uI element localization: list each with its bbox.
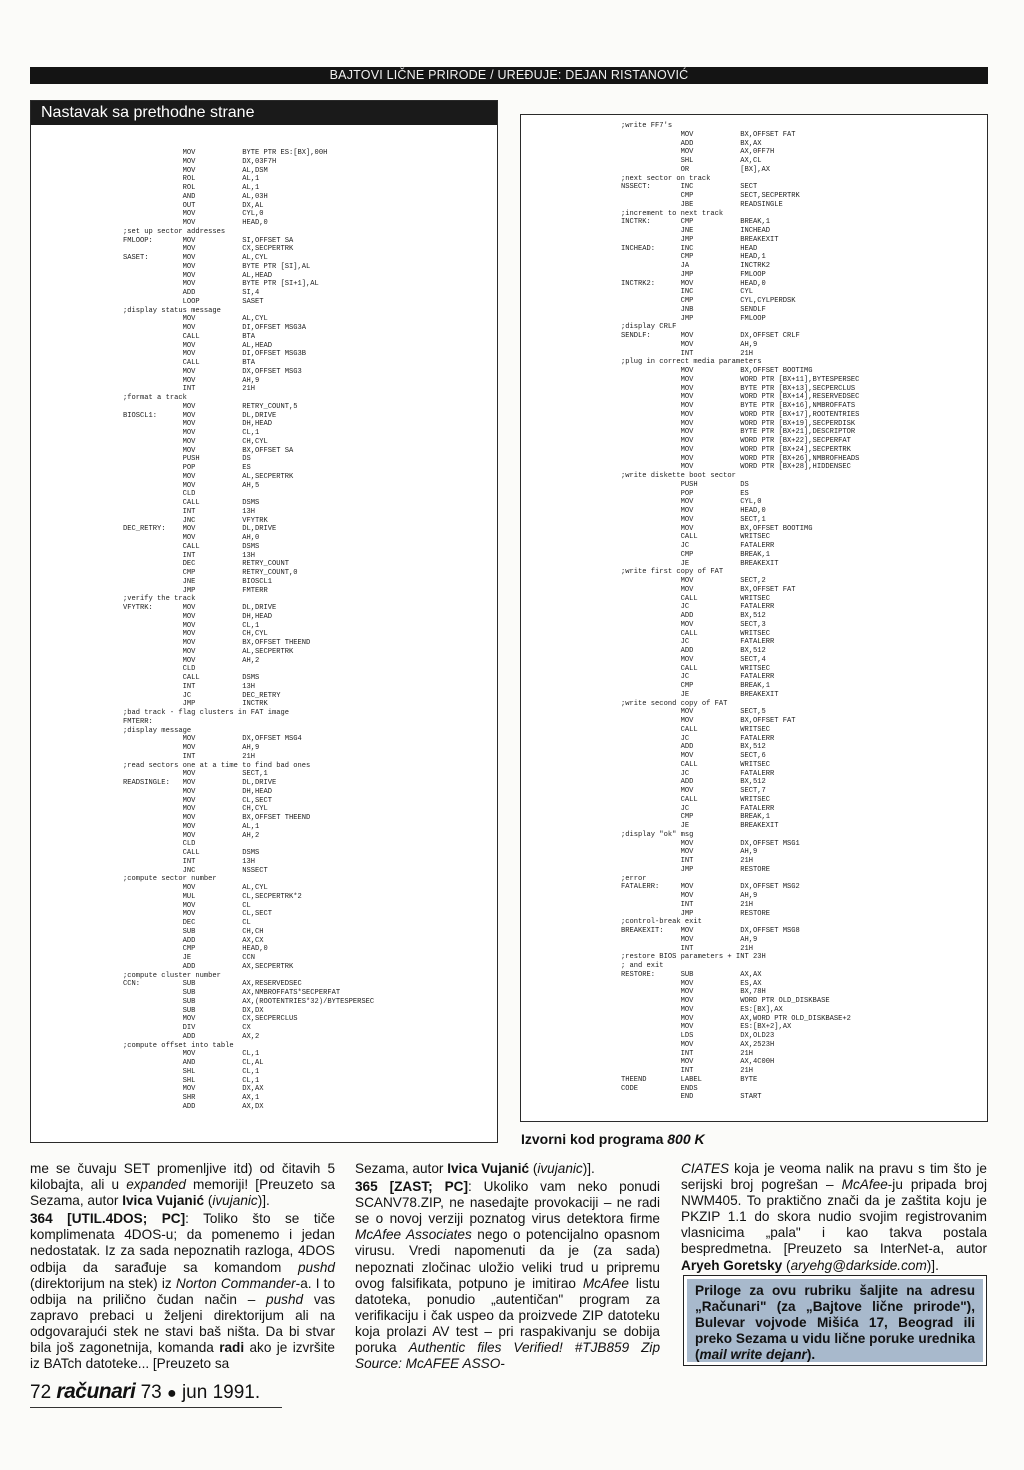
issue-date: jun 1991.: [181, 1382, 261, 1403]
bullet-icon: ●: [167, 1385, 177, 1402]
caption-text: Izvorni kod programa: [521, 1131, 664, 1147]
caption-program-name: 800 K: [667, 1131, 705, 1147]
magazine-logo: računari: [56, 1380, 136, 1403]
footer-rule: [30, 1407, 282, 1408]
page-footer: [30, 1377, 288, 1407]
paragraph: 364 [UTIL.4DOS; PC]: Toliko što se tiče komplimenata 4DOS-u; da pomenemo i jedan nedostatak. Iz za sada nepoznatih razloga, 4DOS odbija da sarađuje sa komandom pushd (direktorijum na stek) iz Norton Commander-a. I to odbija na prilično čudan način – pushd vas zapravo prebaci u željeni direktorijum ali na odgovarajući stek ne stavi baš ništa. Da bi stvar bila još zagonetnija, komanda radi ako je izvršite iz BATch datoteke... [Preuzeto sa: [30, 1211, 336, 1372]
section-banner: BAJTOVI LIČNE PRIRODE / UREĐUJE: DEJAN RISTANOVIĆ: [30, 67, 988, 84]
paragraph: 365 [ZAST; PC]: Ukoliko vam neko ponudi SCANV78.ZIP, ne nasedajte provokaciji – ne radi se o novoj verziji poznatog virus detektora firme McAfee Associates nego o potencijalno opasnom virusu. Vredi napomenuti da je (za sada) nepoznati zločinac uložio veliki trud u pripremu ovog falsifikata, potpuno je imitirao McAfee listu datoteka, ponudio „autentičan" program za verifikaciju i čak uspeo da proizvede ZIP datoteku koja prolazi AV test – pri raspakivanju se dobija poruka Authentic files Verified! #TJB859 Zip Source: McAFEE ASSO-: [355, 1179, 661, 1372]
paragraph: CIATES koja je veoma nalik na pravu s tim što je serijski broj pogrešan – McAfee-ju pripada broj NWM405. To praktično znači da je zaštita koju je PKZIP 1.1 do skora nudio svojim registrovanim vlasnicima „pala" i kao takva postala bespredmetna. [Preuzeto sa InterNet-a, autor Aryeh Goretsky (aryehg@darkside.com)].: [681, 1161, 987, 1273]
page-number: 72: [30, 1382, 52, 1403]
paragraph: me se čuvaju SET promenljive itd) od čitavih 5 kilobajta, ali u expanded memoriji! [Preuzeto sa Sezama, autor Ivica Vujanić (ivujanic)].: [30, 1161, 335, 1209]
article-column-2: [355, 1161, 660, 1374]
code-listing-left: [30, 100, 498, 1143]
code-listing-right: [520, 114, 988, 1122]
article-column-1: [30, 1161, 335, 1374]
submission-notice: [683, 1275, 987, 1366]
assembly-code-left: MOV BYTE PTR ES:[BX],00H MOV DX,03F7H MOV AL,DSM ROL AL,1 ROL AL,1 AND AL,03H OUT DX,AL MOV CYL,0 MOV HEAD,0 ;set up sector addresses FMLOOP: MOV SI,OFFSET SA MOV CX,SECPERTRK SASET: MOV AL,CYL MOV BYTE PTR [SI],AL MOV AL,HEAD MOV BYTE PTR [SI+1],AL ADD SI,4 LOOP SASET ;display status message MOV AL,CYL MOV DI,OFFSET MSG3A CALL BTA MOV AL,HEAD MOV DI,OFFSET MSG3B CALL BTA MOV DX,OFFSET MSG3 MOV AH,9 INT 21H ;format a track MOV RETRY_COUNT,5 BIOSCL1: MOV DL,DRIVE MOV DH,HEAD MOV CL,1 MOV CH,CYL MOV BX,OFFSET SA PUSH DS POP ES MOV AL,SECPERTRK MOV AH,5 CLD CALL DSMS INT 13H JNC VFYTRK DEC_RETRY: MOV DL,DRIVE MOV AH,0 CALL DSMS INT 13H DEC RETRY_COUNT CMP RETRY_COUNT,0 JNE BIOSCL1 JMP FMTERR ;verify the track VFYTRK: MOV DL,DRIVE MOV DH,HEAD MOV CL,1 MOV CH,CYL MOV BX,OFFSET THEEND MOV AL,SECPERTRK MOV AH,2 CLD CALL DSMS INT 13H JC DEC_RETRY JMP INCTRK ;bad track - flag clusters in FAT image FMTERR: ;display message MOV DX,OFFSET MSG4 MOV AH,9 INT 21H ;read sectors one at a time to find bad ones MOV SECT,1 READSINGLE: MOV DL,DRIVE MOV DH,HEAD MOV CL,SECT MOV CH,CYL MOV BX,OFFSET THEEND MOV AL,1 MOV AH,2 CLD CALL DSMS INT 13H JNC NSSECT ;compute sector number MOV AL,CYL MUL CL,SECPERTRK*2 MOV CL MOV CL,SECT DEC CL SUB CH,CH ADD AX,CX CMP HEAD,0 JE CCN ADD AX,SECPERTRK ;compute cluster number CCN: SUB AX,RESERVEDSEC SUB AX,NMBROFFATS*SECPERFAT SUB AX,(ROOTENTRIES*32)/BYTESPERSEC SUB DX,DX MOV CX,SECPERCLUS DIV CX ADD AX,2 ;compute offset into table MOV CL,1 AND CL,AL SHL CL,1 SHL CL,1 MOV DX,AX SHR AX,1 ADD AX,DX: [123, 149, 375, 1111]
paragraph: Sezama, autor Ivica Vujanić (ivujanic)].: [355, 1161, 595, 1176]
assembly-code-right: ;write FF7's MOV BX,OFFSET FAT ADD BX,AX MOV AX,0FF7H SHL AX,CL OR [BX],AX ;next sector on track NSSECT: INC SECT CMP SECT,SECPERTRK JBE READSINGLE ;increment to next track INCTRK: CMP BREAK,1 JNE INCHEAD JMP BREAKEXIT INCHEAD: INC HEAD CMP HEAD,1 JA INCTRK2 JMP FMLOOP INCTRK2: MOV HEAD,0 INC CYL CMP CYL,CYLPERDSK JNB SENDLF JMP FMLOOP ;display CRLF SENDLF: MOV DX,OFFSET CRLF MOV AH,9 INT 21H ;plug in correct media parameters MOV BX,OFFSET BOOTIMG MOV WORD PTR [BX+11],BYTESPERSEC MOV BYTE PTR [BX+13],SECPERCLUS MOV WORD PTR [BX+14],RESERVEDSEC MOV BYTE PTR [BX+16],NMBROFFATS MOV WORD PTR [BX+17],ROOTENTRIES MOV WORD PTR [BX+19],SECPERDISK MOV BYTE PTR [BX+21],DESCRIPTOR MOV WORD PTR [BX+22],SECPERFAT MOV WORD PTR [BX+24],SECPERTRK MOV WORD PTR [BX+26],NMBROFHEADS MOV WORD PTR [BX+28],HIDDENSEC ;write diskette boot sector PUSH DS POP ES MOV CYL,0 MOV HEAD,0 MOV SECT,1 MOV BX,OFFSET BOOTIMG CALL WRITSEC JC FATALERR CMP BREAK,1 JE BREAKEXIT ;write first copy of FAT MOV SECT,2 MOV BX,OFFSET FAT CALL WRITSEC JC FATALERR ADD BX,512 MOV SECT,3 CALL WRITSEC JC FATALERR ADD BX,512 MOV SECT,4 CALL WRITSEC JC FATALERR CMP BREAK,1 JE BREAKEXIT ;write second copy of FAT MOV SECT,5 MOV BX,OFFSET FAT CALL WRITSEC JC FATALERR ADD BX,512 MOV SECT,6 CALL WRITSEC JC FATALERR ADD BX,512 MOV SECT,7 CALL WRITSEC JC FATALERR CMP BREAK,1 JE BREAKEXIT ;display "ok" msg MOV DX,OFFSET MSG1 MOV AH,9 INT 21H JMP RESTORE ;error FATALERR: MOV DX,OFFSET MSG2 MOV AH,9 INT 21H JMP RESTORE ;control-break exit BREAKEXIT: MOV DX,OFFSET MSG8 MOV AH,9 INT 21H ;restore BIOS parameters + INT 23H ; and exit RESTORE: SUB AX,AX MOV ES,AX MOV BX,78H MOV WORD PTR OLD_DISKBASE MOV ES:[BX],AX MOV AX,WORD PTR OLD_DISKBASE+2 MOV ES:[BX+2],AX LDS DX,OLD23 MOV AX,2523H INT 21H MOV AX,4C00H INT 21H THEEND LABEL BYTE CODE ENDS END START: [621, 122, 860, 1102]
submission-notice-text: Priloge za ovu rubriku šaljite na adresu „Računari" (za „Bajtove lične prirode"), Bulevar vojvode Mišića 17, Beograd ili preko Sezama u vidu lične poruke urednika (mail write dejanr).: [687, 1279, 983, 1362]
continuation-heading: Nastavak sa prethodne strane: [31, 101, 497, 125]
issue-number: 73: [140, 1382, 162, 1403]
article-column-3: [681, 1161, 987, 1276]
listing-caption: [521, 1131, 705, 1147]
